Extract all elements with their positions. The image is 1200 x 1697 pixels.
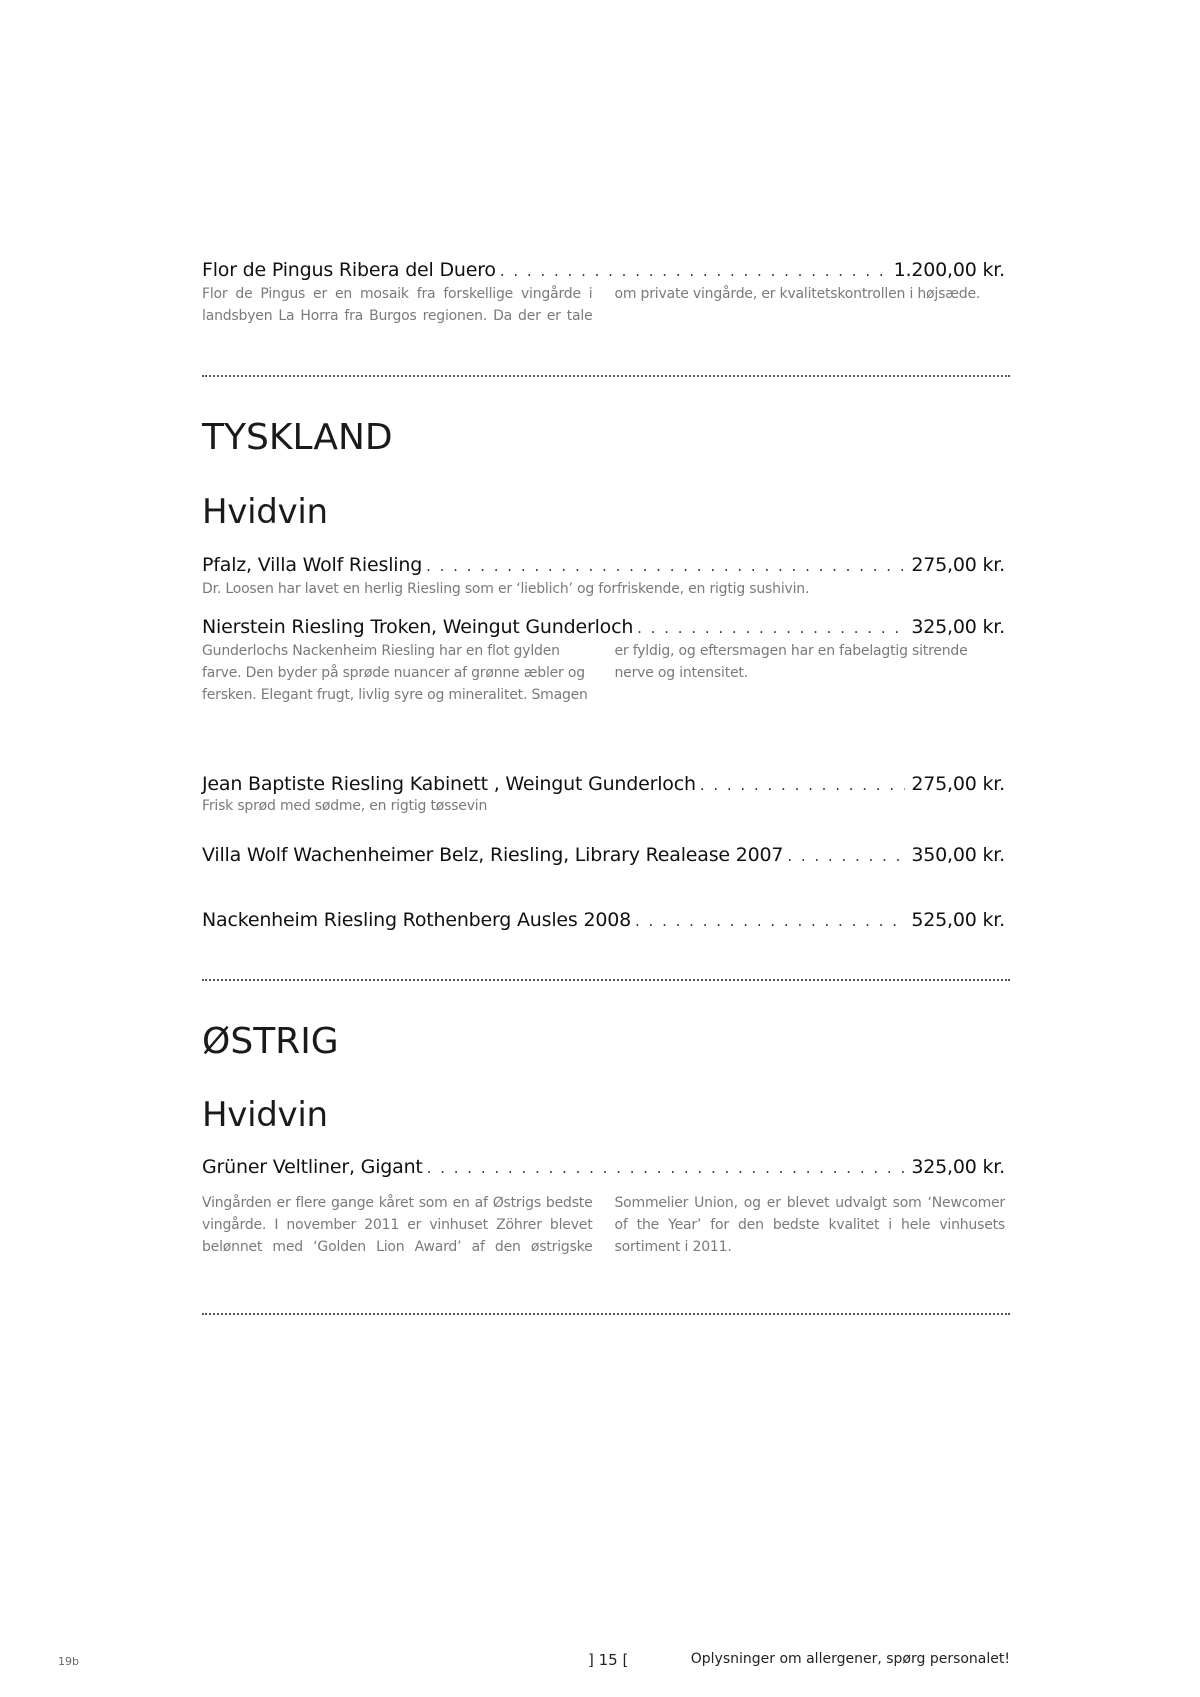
wine-title-line [202, 615, 1005, 640]
wine-entry-flor-de-pingus [202, 258, 1005, 327]
dot-leader [637, 616, 905, 640]
wine-title-line [202, 1155, 1005, 1180]
wine-description: Vingården er flere gange kåret som en af Østrigs bedste vingårde. I november 2011 er vinhuset Zöhrer blevet belønnet med ‘Golden Lion Award’ af den østrigske Sommelier Union, og er blevet udvalgt som ‘Newcomer of the Year’ for den bedste kvalitet i hele vinhusets sortiment i 2011. [202, 1195, 1005, 1255]
wine-price: 350,00 kr. [911, 844, 1005, 866]
wine-description: Frisk sprød med sødme, en rigtig tøssevin [202, 798, 488, 814]
wine-name: Nackenheim Riesling Rothenberg Ausles 2008 [202, 909, 632, 931]
country-heading-tyskland: TYSKLAND [202, 417, 393, 458]
dot-leader [787, 844, 905, 868]
wine-price: 325,00 kr. [911, 616, 1005, 638]
dot-leader [426, 554, 905, 578]
section-divider [202, 1313, 1010, 1315]
wine-title-line [202, 772, 1005, 797]
category-heading-hvidvin: Hvidvin [202, 1095, 328, 1135]
wine-price: 1.200,00 kr. [893, 259, 1005, 281]
wine-price: 275,00 kr. [911, 773, 1005, 795]
wine-price: 325,00 kr. [911, 1156, 1005, 1178]
wine-entry-pfalz [202, 553, 1005, 600]
wine-price: 525,00 kr. [911, 909, 1005, 931]
dot-leader [427, 1156, 906, 1180]
wine-title-line [202, 553, 1005, 578]
wine-description: Gunderlochs Nackenheim Riesling har en flot gylden farve. Den byder på sprøde nuancer af grønne æbler og fersken. Elegant frugt, livlig syre og mineralitet. Smagen er fyldig, og eftersmagen har en fabelagtig sitrende nerve og intensitet. [202, 643, 968, 703]
wine-entry-villa-wolf [202, 843, 1005, 868]
section-divider [202, 375, 1010, 377]
dot-leader [700, 773, 906, 797]
footer-allergen-notice: Oplysninger om allergener, spørg personalet! [690, 1651, 1010, 1667]
wine-name: Pfalz, Villa Wolf Riesling [202, 554, 423, 576]
wine-entry-nackenheim [202, 908, 1005, 933]
wine-name: Flor de Pingus Ribera del Duero [202, 259, 496, 281]
wine-name: Grüner Veltliner, Gigant [202, 1156, 423, 1178]
wine-entry-jean-baptiste [202, 772, 1005, 815]
wine-title-line [202, 843, 1005, 868]
wine-description: Flor de Pingus er en mosaik fra forskellige vingårde i landsbyen La Horra fra Burgos regionen. Da der er tale om private vingårde, er kvalitetskontrollen i højsæde. [202, 286, 981, 324]
category-heading-hvidvin: Hvidvin [202, 492, 328, 532]
dot-leader [500, 259, 888, 283]
wine-name: Jean Baptiste Riesling Kabinett , Weingut Gunderloch [202, 773, 696, 795]
dot-leader [635, 909, 905, 933]
wine-title-line [202, 908, 1005, 933]
country-heading-ostrig: ØSTRIG [202, 1021, 339, 1062]
footer-page-number: ] 15 [ [588, 1651, 629, 1669]
section-divider [202, 979, 1010, 981]
wine-description: Dr. Loosen har lavet en herlig Riesling som er ‘lieblich’ og forfriskende, en rigtig sushivin. [202, 581, 810, 597]
wine-entry-gruner-veltliner [202, 1155, 1005, 1258]
wine-name: Villa Wolf Wachenheimer Belz, Riesling, Library Realease 2007 [202, 844, 784, 866]
wine-title-line [202, 258, 1005, 283]
wine-entry-nierstein [202, 615, 1005, 706]
wine-name: Nierstein Riesling Troken, Weingut Gunderloch [202, 616, 634, 638]
footer-page-code: 19b [58, 1655, 79, 1668]
wine-price: 275,00 kr. [911, 554, 1005, 576]
